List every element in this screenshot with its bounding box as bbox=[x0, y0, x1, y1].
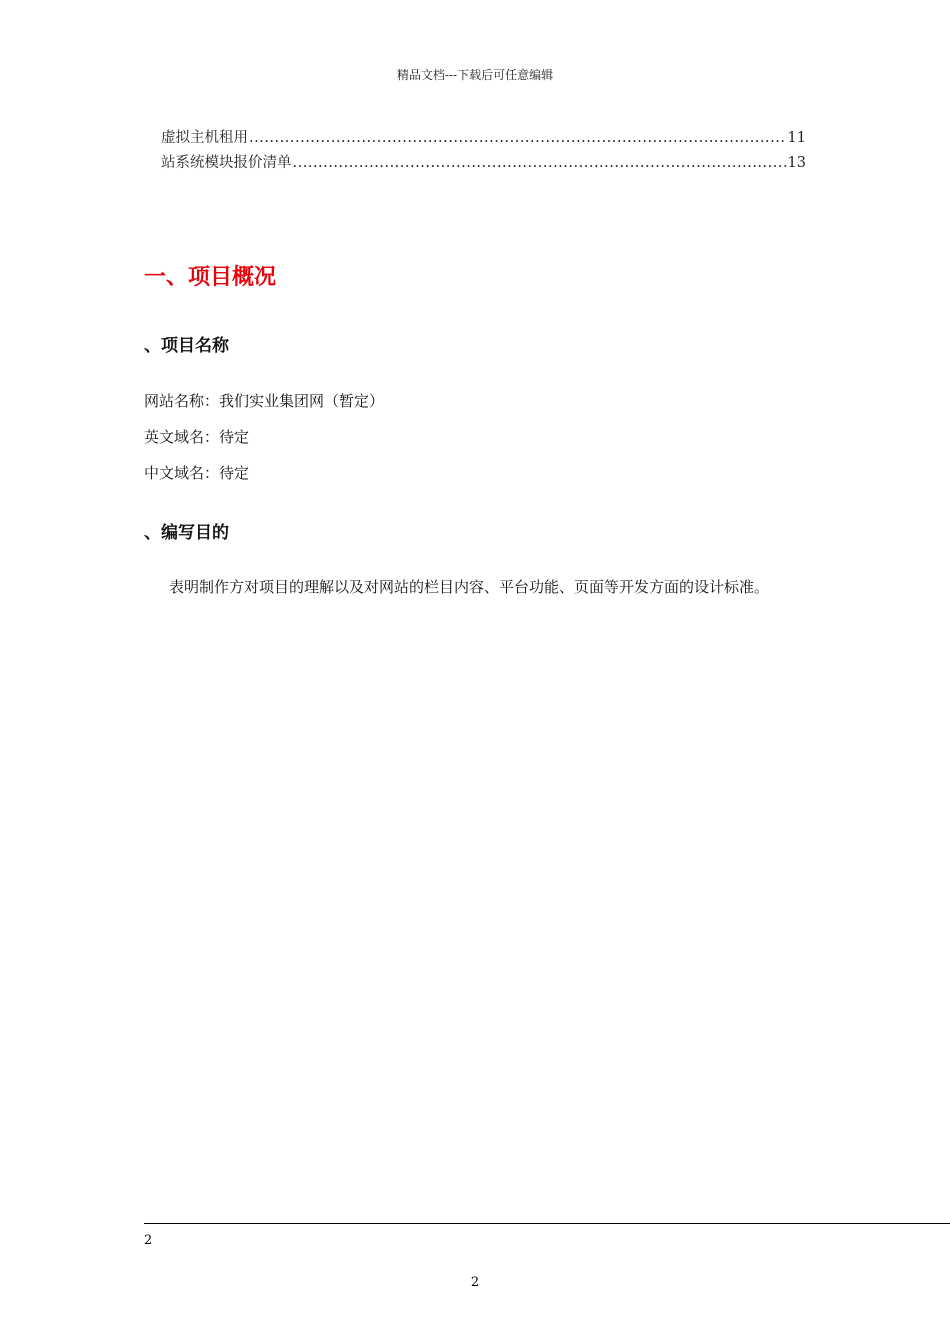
subsection-heading-project-name: 、项目名称 bbox=[144, 336, 229, 356]
toc-entry-page: 13 bbox=[787, 155, 806, 171]
purpose-paragraph: 表明制作方对项目的理解以及对网站的栏目内容、平台功能、页面等开发方面的设计标准。 bbox=[169, 578, 770, 596]
subsection-heading-purpose: 、编写目的 bbox=[144, 523, 229, 543]
bottom-page-number: 2 bbox=[470, 1275, 480, 1290]
document-header-note: 精品文档---下载后可任意编辑 bbox=[396, 68, 554, 82]
footer-divider bbox=[144, 1223, 950, 1224]
toc-entry[interactable] bbox=[161, 151, 806, 176]
table-of-contents bbox=[161, 126, 806, 176]
footer-page-number: 2 bbox=[144, 1233, 153, 1248]
toc-entry[interactable] bbox=[161, 126, 806, 151]
toc-dot-leader bbox=[249, 130, 787, 146]
section-heading-project-overview: 一、项目概况 bbox=[144, 265, 277, 290]
toc-dot-leader bbox=[293, 155, 787, 171]
english-domain-line: 英文域名：待定 bbox=[144, 428, 250, 446]
toc-entry-title: 虚拟主机租用 bbox=[161, 130, 248, 146]
site-name-line: 网站名称：我们实业集团网（暂定） bbox=[144, 392, 385, 410]
chinese-domain-line: 中文域名：待定 bbox=[144, 464, 250, 482]
toc-entry-page: 11 bbox=[787, 130, 806, 146]
toc-entry-title: 站系统模块报价清单 bbox=[161, 155, 292, 171]
